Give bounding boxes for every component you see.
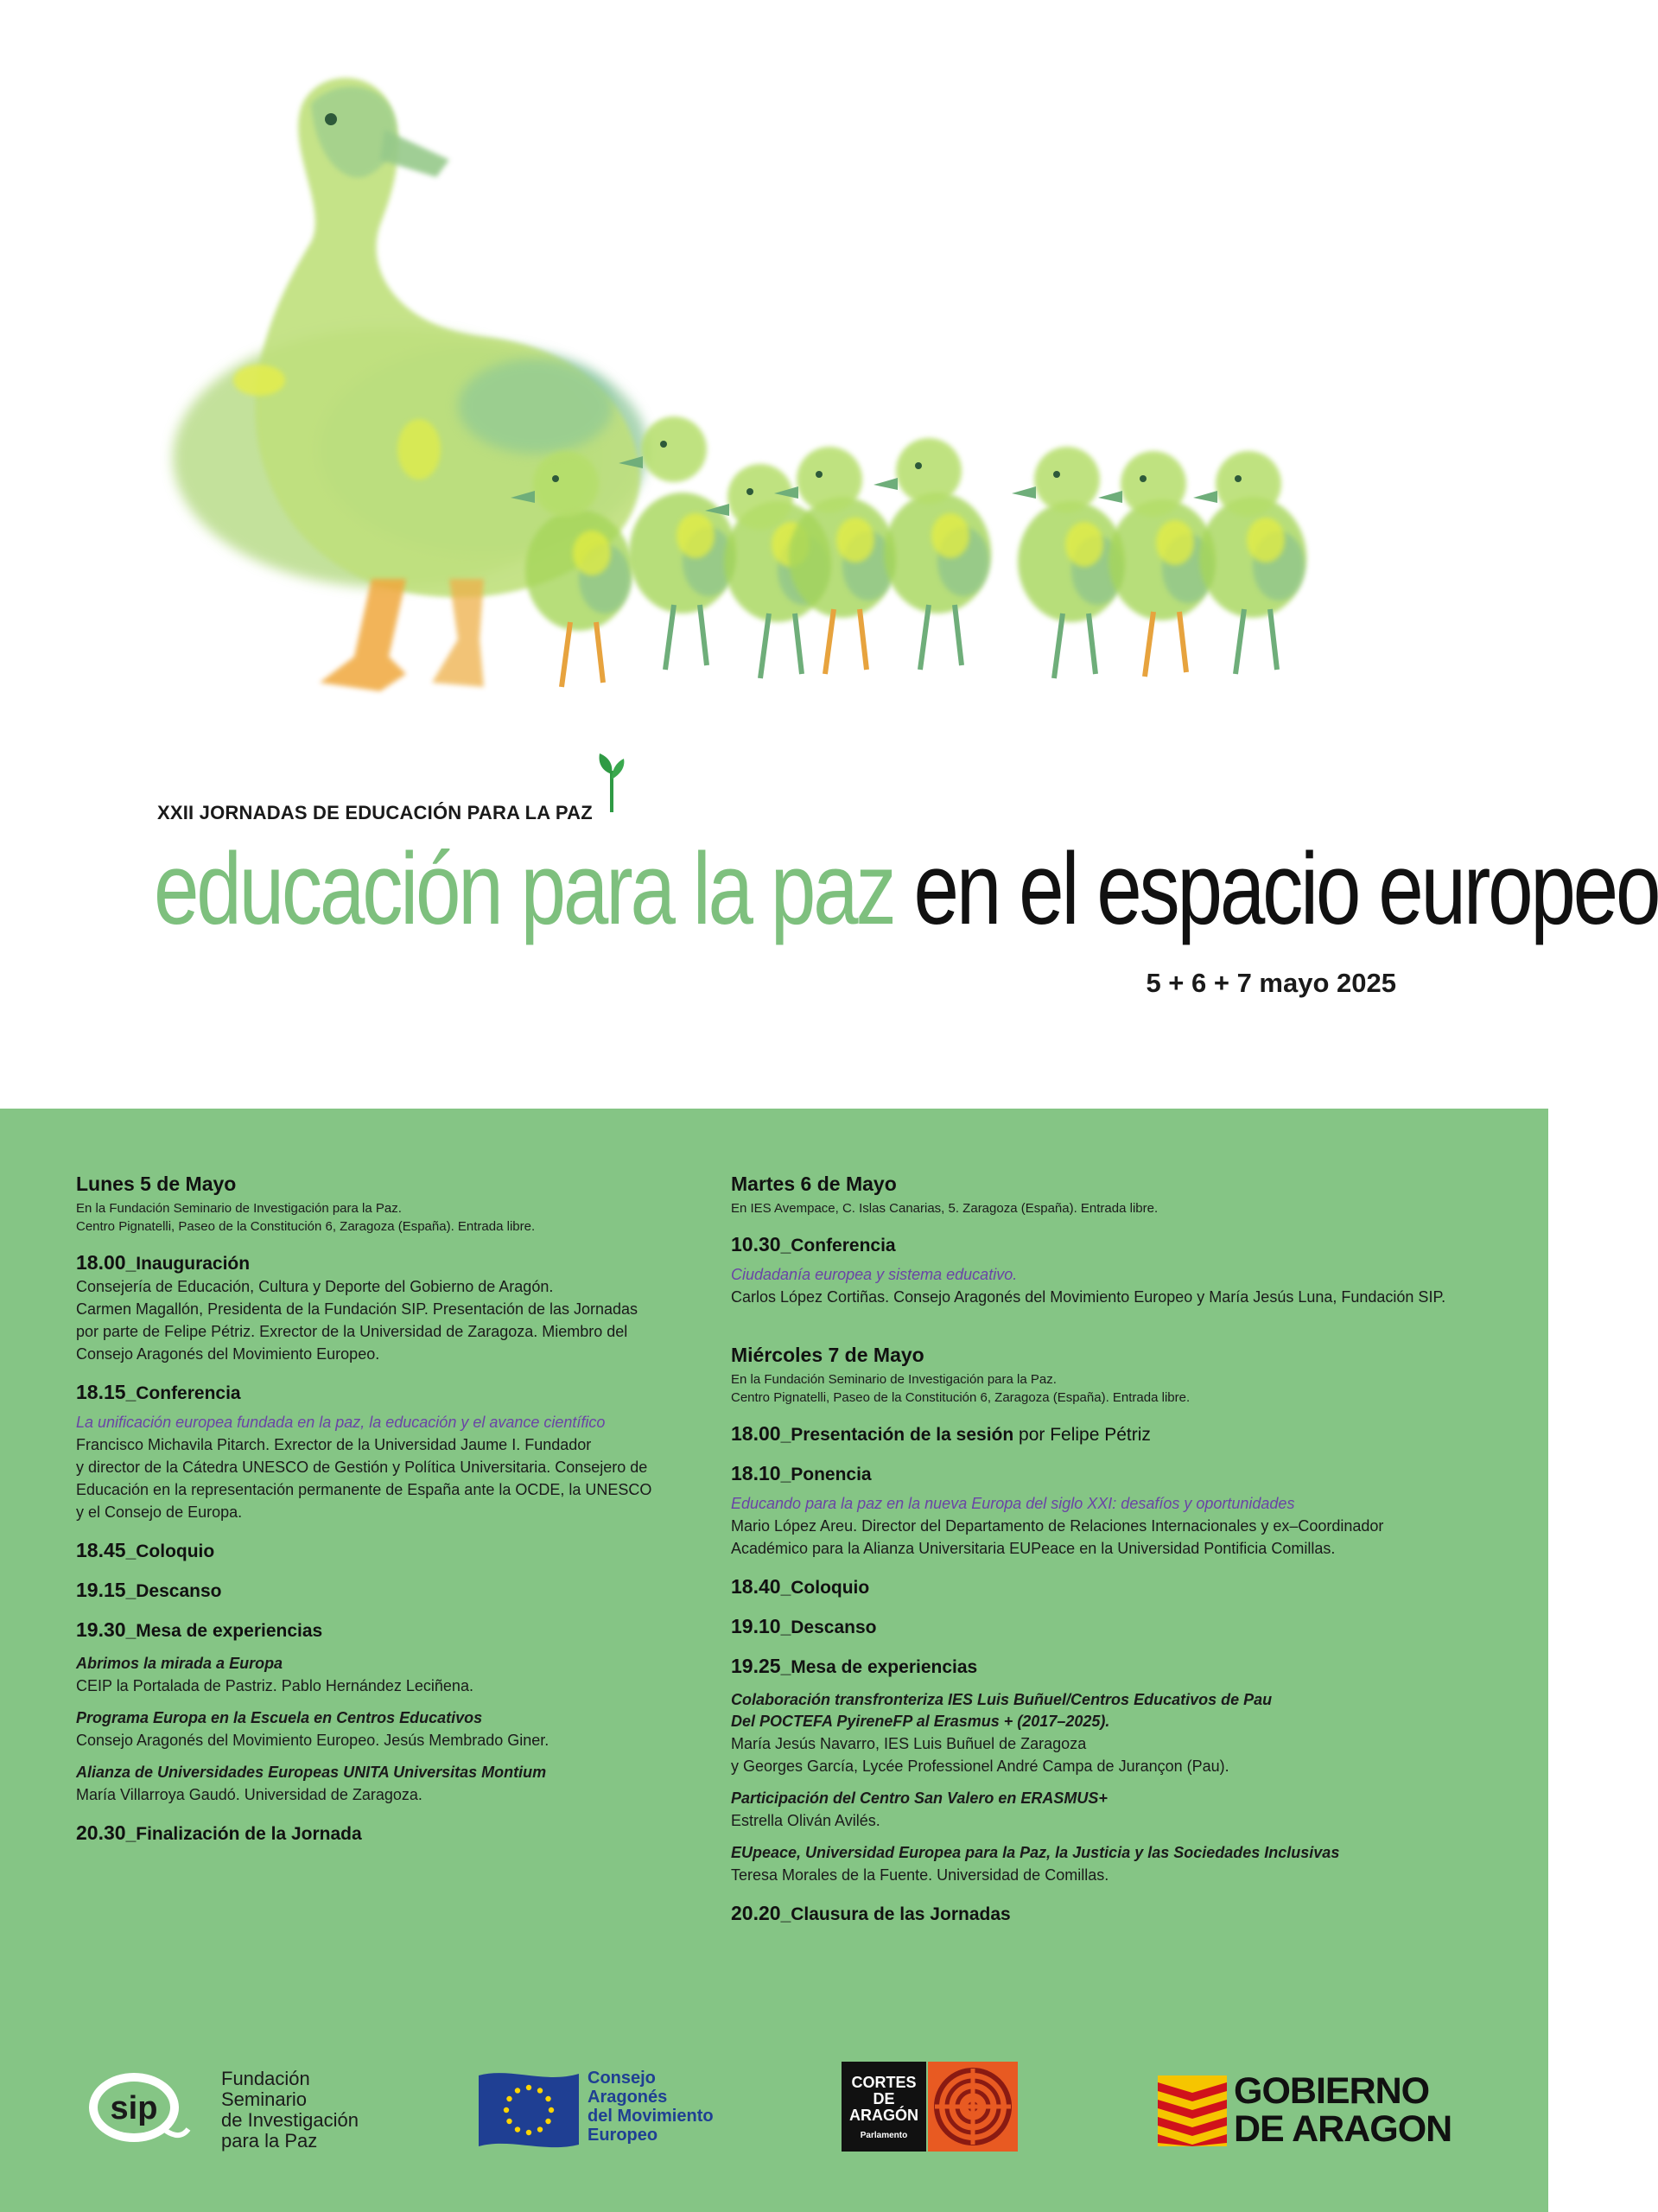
day-location	[731, 1199, 1491, 1217]
experience-description	[731, 1809, 1491, 1832]
day-block	[731, 1172, 1491, 1308]
eu-star-icon	[506, 2096, 511, 2101]
day-title: Lunes 5 de Mayo	[76, 1173, 237, 1195]
title-black: en el espacio europeo	[913, 832, 1658, 946]
cortes-sub: Parlamento	[860, 2131, 908, 2140]
item-heading	[731, 1462, 1491, 1486]
duckling	[873, 438, 991, 670]
schedule-item	[76, 1821, 681, 1846]
eu-star-icon	[506, 2119, 511, 2124]
experience-entry	[76, 1762, 681, 1806]
schedule-item	[76, 1381, 681, 1523]
sip-logo-text	[221, 2069, 359, 2152]
talk-title: La unificación europea fundada en la paz, la educación y el avance científico	[76, 1414, 606, 1431]
schedule-item	[76, 1618, 681, 1806]
schedule-item	[731, 1615, 1491, 1639]
item-time: 18.45	[76, 1539, 126, 1561]
experience-title-line: Del POCTEFA PyireneFP al Erasmus + (2017–2025).	[731, 1713, 1110, 1730]
item-heading	[731, 1655, 1491, 1679]
gobierno-line-2: DE ARAGON	[1234, 2108, 1452, 2150]
description-line: y director de la Cátedra UNESCO de Gestión y Política Universitaria. Consejero de	[76, 1459, 648, 1476]
ducks-illustration	[0, 0, 1548, 743]
cortes-line-3: ARAGÓN	[849, 2107, 918, 2124]
gobierno-logo-text	[1234, 2072, 1452, 2148]
experience-description	[76, 1783, 681, 1806]
eu-star-icon	[515, 2126, 520, 2132]
experience-title-line: EUpeace, Universidad Europea para la Paz, la Justicia y las Sociedades Inclusivas	[731, 1844, 1340, 1861]
item-heading	[76, 1539, 681, 1563]
location-line: En IES Avempace, C. Islas Canarias, 5. Zaragoza (España). Entrada libre.	[731, 1201, 1159, 1216]
item-description	[76, 1275, 681, 1365]
consejo-line-4: Europeo	[588, 2126, 658, 2145]
description-line: María Villarroya Gaudó. Universidad de Zaragoza.	[76, 1786, 422, 1803]
day-title: Martes 6 de Mayo	[731, 1173, 897, 1195]
description-line: Estrella Oliván Avilés.	[731, 1812, 880, 1829]
description-line: Consejo Aragonés del Movimiento Europeo. Jesús Membrado Giner.	[76, 1732, 549, 1749]
item-time: 10.30	[731, 1233, 781, 1255]
experience-entry	[731, 1689, 1491, 1777]
day-block	[76, 1172, 681, 1846]
eu-star-icon	[549, 2107, 554, 2113]
item-time: 19.10	[731, 1615, 781, 1637]
item-label: _Conferencia	[780, 1236, 896, 1255]
schedule-item	[731, 1655, 1491, 1886]
description-line: Francisco Michavila Pitarch. Exrector de la Universidad Jaume I. Fundador	[76, 1436, 592, 1453]
sip-mark-text: sip	[110, 2090, 158, 2126]
consejo-line-2: Aragonés	[588, 2088, 668, 2107]
experience-title	[731, 1689, 1491, 1732]
item-heading	[731, 1233, 1491, 1257]
item-label: _Descanso	[780, 1618, 877, 1637]
duckling	[1193, 451, 1306, 674]
item-label: _Inauguración	[125, 1254, 251, 1274]
consejo-logo-text	[588, 2069, 714, 2145]
cortes-line-2: DE	[873, 2090, 895, 2107]
schedule-item	[731, 1422, 1491, 1446]
experience-description	[731, 1864, 1491, 1886]
item-heading	[731, 1902, 1491, 1926]
item-heading	[76, 1821, 681, 1846]
experience-title	[76, 1653, 681, 1675]
item-heading	[731, 1615, 1491, 1639]
eu-star-icon	[545, 2096, 550, 2101]
item-heading	[731, 1575, 1491, 1599]
item-heading	[76, 1618, 681, 1643]
duckling	[1098, 451, 1216, 677]
description-line: Teresa Morales de la Fuente. Universidad de Comillas.	[731, 1866, 1109, 1884]
consejo-line-1: Consejo	[588, 2069, 656, 2088]
item-time: 19.30	[76, 1618, 126, 1641]
sip-line-2: Seminario	[221, 2088, 308, 2110]
item-description	[731, 1515, 1491, 1560]
logo-fundacion-sip	[86, 2062, 380, 2157]
duckling	[1012, 447, 1125, 678]
schedule-item	[731, 1462, 1491, 1560]
logo-consejo-aragones	[475, 2067, 760, 2162]
location-line: En la Fundación Seminario de Investigación para la Paz.	[76, 1201, 402, 1216]
item-label: _Mesa de experiencias	[780, 1657, 978, 1677]
sip-line-3: de Investigación	[221, 2109, 359, 2131]
item-heading	[731, 1422, 1491, 1446]
item-time: 19.15	[76, 1579, 126, 1601]
experience-entry	[731, 1788, 1491, 1832]
experience-title	[731, 1842, 1491, 1864]
logo-gobierno-aragon	[1158, 2072, 1479, 2152]
item-time: 18.10	[731, 1462, 781, 1484]
item-label: _Presentación de la sesión	[780, 1425, 1014, 1445]
aragon-flag-icon	[1158, 2075, 1227, 2146]
experience-entry	[76, 1653, 681, 1697]
eu-star-icon	[545, 2119, 550, 2124]
item-time: 18.40	[731, 1575, 781, 1598]
schedule-item	[731, 1575, 1491, 1599]
cortes-line-1: CORTES	[851, 2074, 917, 2091]
talk-title: Educando para la paz en la nueva Europa del siglo XXI: desafíos y oportunidades	[731, 1495, 1295, 1512]
item-time: 18.00	[731, 1422, 781, 1445]
edition-label: XXII JORNADAS DE EDUCACIÓN PARA LA PAZ	[157, 802, 593, 823]
experience-title-line: Abrimos la mirada a Europa	[76, 1655, 283, 1672]
day-title: Miércoles 7 de Mayo	[731, 1344, 924, 1366]
schedule-item	[731, 1233, 1491, 1308]
experience-title-line: Programa Europa en la Escuela en Centros Educativos	[76, 1709, 483, 1726]
program-column-right	[731, 1172, 1491, 1942]
sprout-icon	[594, 745, 629, 814]
eu-star-icon	[515, 2088, 520, 2093]
item-label: _Clausura de las Jornadas	[780, 1904, 1011, 1924]
experience-description	[76, 1729, 681, 1751]
item-description	[76, 1433, 681, 1523]
item-label: _Mesa de experiencias	[125, 1621, 323, 1641]
sip-line-4: para la Paz	[221, 2130, 318, 2152]
description-line: y Georges García, Lycée Professionel André Campa de Jurançon (Pau).	[731, 1758, 1229, 1775]
location-line: Centro Pignatelli, Paseo de la Constitución 6, Zaragoza (España). Entrada libre.	[731, 1390, 1191, 1405]
description-line: Consejería de Educación, Cultura y Deporte del Gobierno de Aragón.	[76, 1278, 554, 1295]
description-line: por parte de Felipe Pétriz. Exrector de la Universidad de Zaragoza. Miembro del	[76, 1323, 628, 1340]
description-line: María Jesús Navarro, IES Luis Buñuel de Zaragoza	[731, 1735, 1087, 1752]
item-time: 18.00	[76, 1251, 126, 1274]
item-label: _Coloquio	[125, 1541, 215, 1561]
description-line: CEIP la Portalada de Pastriz. Pablo Hernández Leciñena.	[76, 1677, 473, 1694]
program-column-left	[76, 1172, 681, 1861]
duckling	[774, 447, 896, 674]
experience-title	[76, 1707, 681, 1729]
description-line: Educación en la representación permanente de España ante la OCDE, la UNESCO	[76, 1481, 652, 1498]
eu-star-icon	[526, 2130, 531, 2135]
experience-title	[731, 1788, 1491, 1809]
day-block	[731, 1343, 1491, 1926]
location-line: En la Fundación Seminario de Investigación para la Paz.	[731, 1372, 1057, 1387]
item-description	[731, 1286, 1491, 1308]
schedule-item	[76, 1579, 681, 1603]
cortes-seal-icon	[928, 2062, 1018, 2152]
description-line: Carlos López Cortiñas. Consejo Aragonés del Movimiento Europeo y María Jesús Luna, Fundación SIP.	[731, 1288, 1446, 1306]
description-line: Mario López Areu. Director del Departamento de Relaciones Internacionales y ex–Coordinador	[731, 1517, 1384, 1535]
item-label: _Finalización de la Jornada	[125, 1824, 362, 1844]
item-label: _Coloquio	[780, 1578, 870, 1598]
experience-title-line: Alianza de Universidades Europeas UNITA Universitas Montium	[76, 1764, 547, 1781]
eu-star-icon	[537, 2126, 543, 2132]
schedule-item	[76, 1539, 681, 1563]
experience-title-line: Colaboración transfronteriza IES Luis Buñuel/Centros Educativos de Pau	[731, 1691, 1273, 1708]
eu-star-icon	[504, 2107, 509, 2113]
experience-entry	[731, 1842, 1491, 1886]
consejo-line-3: del Movimiento	[588, 2107, 714, 2126]
item-time: 18.15	[76, 1381, 126, 1403]
talk-title: Ciudadanía europea y sistema educativo.	[731, 1266, 1018, 1283]
item-extra: por Felipe Pétriz	[1013, 1425, 1151, 1445]
eu-star-icon	[526, 2085, 531, 2090]
sip-logo-icon	[86, 2069, 190, 2146]
description-line: Carmen Magallón, Presidenta de la Fundación SIP. Presentación de las Jornadas	[76, 1300, 638, 1318]
item-label: _Descanso	[125, 1581, 222, 1601]
item-time: 20.30	[76, 1821, 126, 1844]
day-location	[76, 1199, 681, 1236]
experience-description	[76, 1675, 681, 1697]
schedule-item	[76, 1251, 681, 1365]
cortes-box	[842, 2062, 926, 2152]
event-dates: 5 + 6 + 7 mayo 2025	[1146, 968, 1396, 998]
title-green: educación para la paz	[154, 832, 894, 946]
eu-flag-icon	[475, 2067, 582, 2153]
description-line: Consejo Aragonés del Movimiento Europeo.	[76, 1345, 380, 1363]
day-location	[731, 1370, 1491, 1407]
item-heading	[76, 1381, 681, 1405]
schedule-item	[731, 1902, 1491, 1926]
experience-description	[731, 1732, 1491, 1777]
item-time: 20.20	[731, 1902, 781, 1924]
location-line: Centro Pignatelli, Paseo de la Constitución 6, Zaragoza (España). Entrada libre.	[76, 1219, 536, 1234]
item-label: _Ponencia	[780, 1465, 872, 1484]
item-label: _Conferencia	[125, 1383, 241, 1403]
page-title	[154, 833, 1658, 945]
item-heading	[76, 1251, 681, 1275]
item-heading	[76, 1579, 681, 1603]
description-line: y el Consejo de Europa.	[76, 1503, 243, 1521]
experience-title-line: Participación del Centro San Valero en ERASMUS+	[731, 1789, 1108, 1807]
description-line: Académico para la Alianza Universitaria EUPeace en la Universidad Pontificia Comillas.	[731, 1540, 1336, 1557]
sip-line-1: Fundación	[221, 2068, 310, 2089]
gobierno-line-1: GOBIERNO	[1234, 2070, 1430, 2112]
logo-cortes-aragon	[842, 2062, 1020, 2158]
experience-entry	[76, 1707, 681, 1751]
eu-star-icon	[537, 2088, 543, 2093]
program-panel	[0, 1109, 1548, 2212]
experience-title	[76, 1762, 681, 1783]
item-time: 19.25	[731, 1655, 781, 1677]
